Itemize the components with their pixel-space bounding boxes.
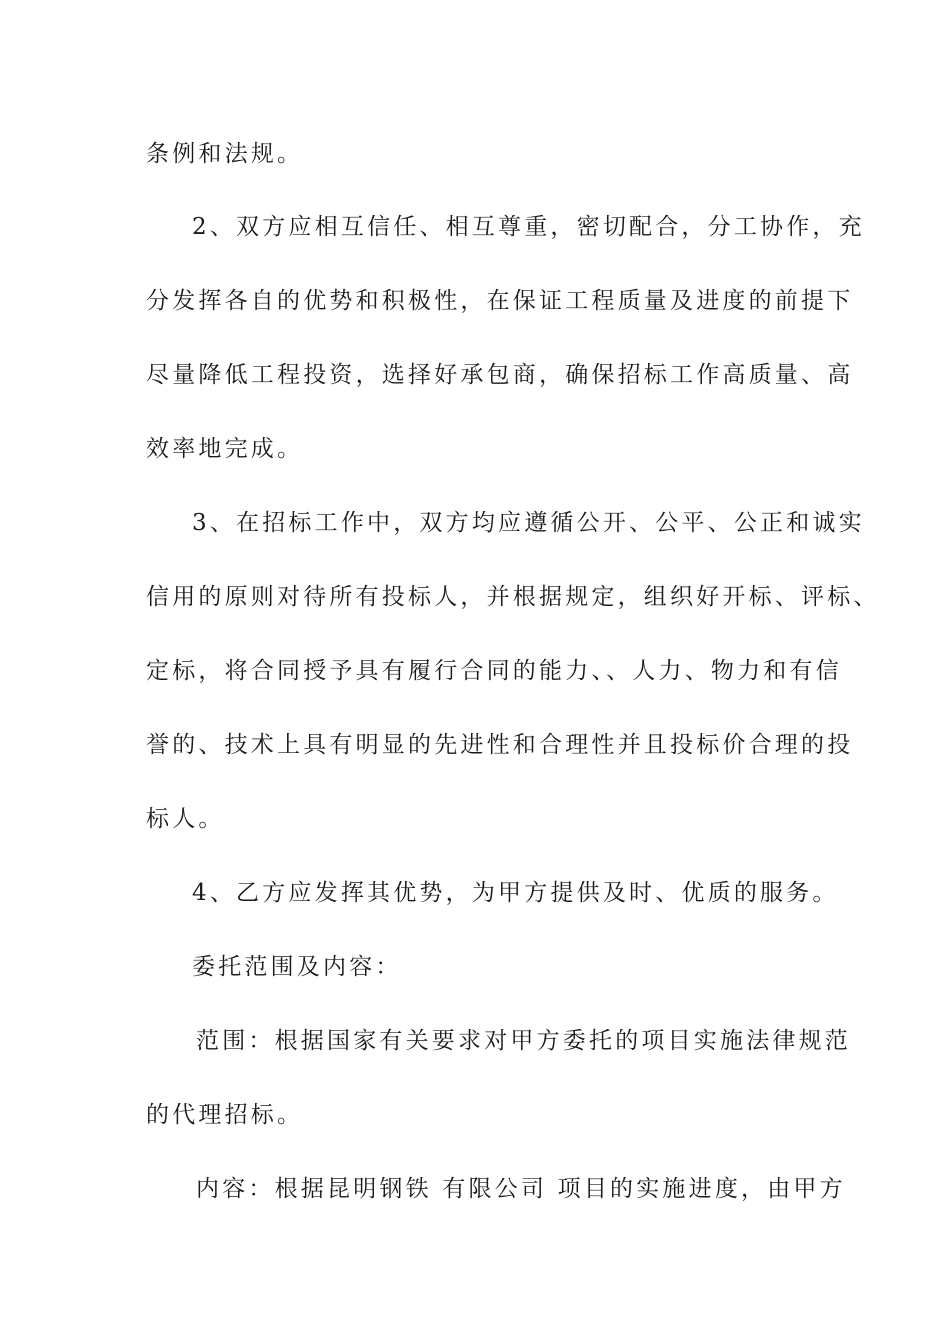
text-line-3: 分发挥各自的优势和积极性，在保证工程质量及进度的前提下 <box>146 288 854 314</box>
text-line-15: 内容：根据昆明钢铁 有限公司 项目的实施进度，由甲方 <box>196 1176 846 1202</box>
text-line-2: 2、双方应相互信任、相互尊重，密切配合，分工协作，充 <box>192 214 865 240</box>
text-line-7: 信用的原则对待所有投标人，并根据规定，组织好开标、评标、 <box>146 584 880 610</box>
text-line-12: 委托范围及内容： <box>192 954 402 980</box>
text-line-6: 3、在招标工作中，双方均应遵循公开、公平、公正和诚实 <box>192 510 865 536</box>
text-line-10: 标人。 <box>146 806 225 832</box>
text-line-4: 尽量降低工程投资，选择好承包商，确保招标工作高质量、高 <box>146 362 854 388</box>
text-line-1: 条例和法规。 <box>146 141 304 167</box>
text-line-14: 的代理招标。 <box>146 1102 304 1128</box>
text-line-13: 范围：根据国家有关要求对甲方委托的项目实施法律规范 <box>196 1028 851 1054</box>
text-line-8: 定标，将合同授予具有履行合同的能力、、人力、物力和有信 <box>146 658 842 684</box>
text-line-9: 誉的、技术上具有明显的先进性和合理性并且投标价合理的投 <box>146 732 854 758</box>
text-line-5: 效率地完成。 <box>146 436 304 462</box>
text-line-11: 4、乙方应发挥其优势，为甲方提供及时、优质的服务。 <box>192 880 839 906</box>
